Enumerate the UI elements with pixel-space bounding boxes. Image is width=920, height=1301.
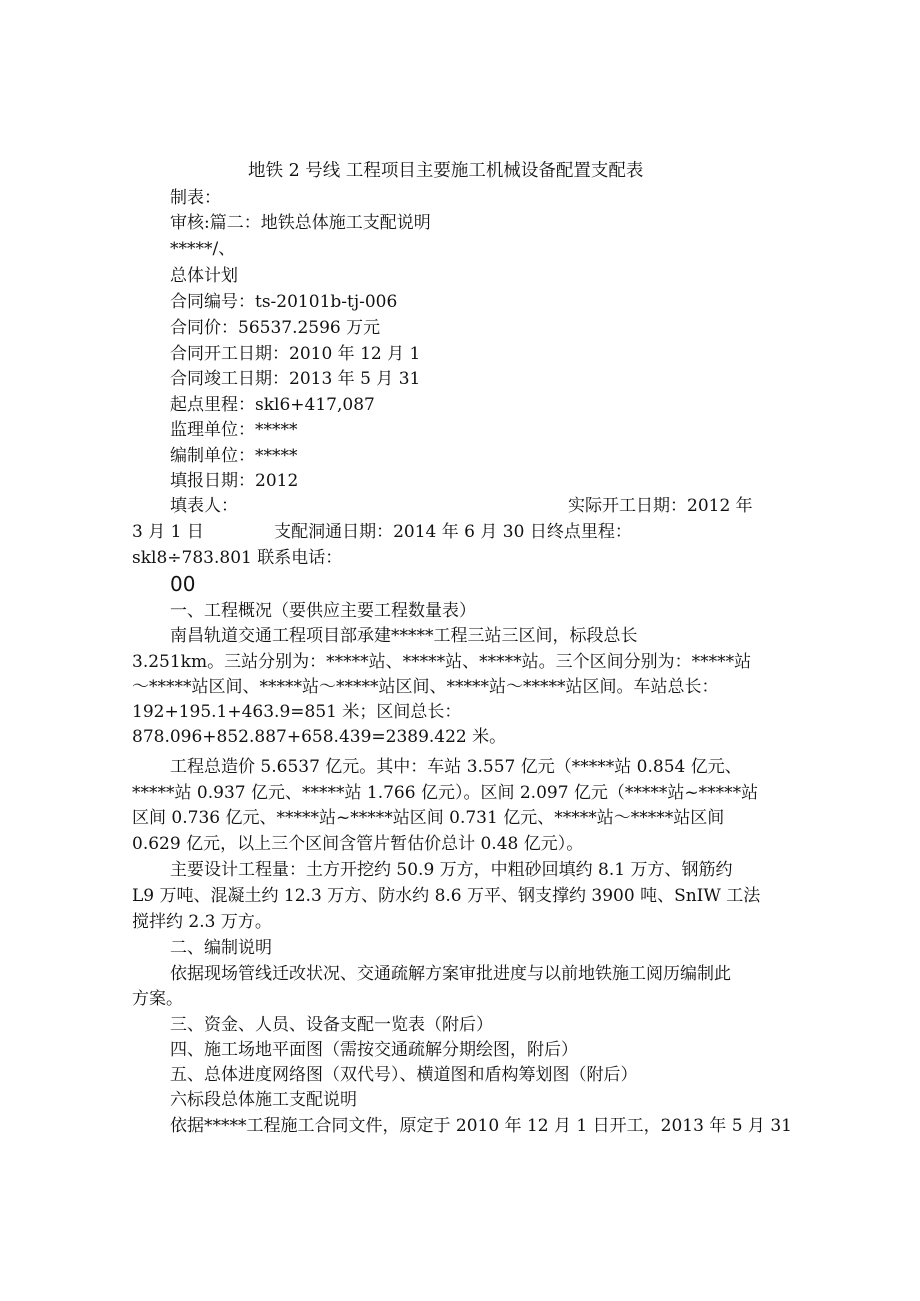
- header-line-supervisor: 监理单位：*****: [170, 420, 298, 440]
- header-line-compiler: 编制单位：*****: [170, 446, 298, 466]
- header-line-contract-number: 合同编号：ts-20101b-tj-006: [170, 292, 398, 312]
- header-line-contract-price: 合同价：56537.2596 万元: [170, 318, 381, 338]
- header-line-start-mileage: 起点里程：skl6+417,087: [170, 395, 375, 415]
- filler-line-3: skl8÷783.801 联系电话：: [132, 548, 343, 568]
- cost-line-3: 区间 0.736 亿元、*****站~*****站区间 0.731 亿元、*****站～*****站区间: [132, 808, 725, 828]
- compile-line-1: 依据现场管线迁改状况、交通疏解方案审批进度与以前地铁施工阅历编制此: [170, 964, 731, 984]
- overview-line-2: 3.251km。三站分别为：*****站、*****站、*****站。三个区间分别为：*****站: [132, 652, 752, 672]
- header-line-start-date: 合同开工日期：2010 年 12 月 1: [170, 344, 421, 364]
- header-line-report-date: 填报日期：2012: [170, 471, 299, 491]
- section-2-heading: 二、编制说明: [170, 938, 272, 958]
- section-4-heading: 四、施工场地平面图（需按交通疏解分期绘图，附后）: [170, 1040, 578, 1060]
- overview-line-4: 192+195.1+463.9=851 米；区间总长：: [132, 702, 462, 722]
- header-line-stars: *****/、: [170, 239, 236, 259]
- quantity-line-1: 主要设计工程量：土方开挖约 50.9 万方，中粗砂回填约 8.1 万方、钢筋约: [170, 860, 733, 880]
- overview-line-3: ～*****站区间、*****站～*****站区间、*****站～*****站区间。车站总长：: [132, 677, 719, 697]
- header-line-completion-date: 合同竣工日期：2013 年 5 月 31: [170, 369, 421, 389]
- cost-line-4: 0.629 亿元，以上三个区间含管片暂估价总计 0.48 亿元）。: [132, 834, 584, 854]
- header-line-reviewer: 审核:篇二：地铁总体施工支配说明: [170, 213, 431, 233]
- section-6-heading: 六标段总体施工支配说明: [170, 1090, 357, 1110]
- quantity-line-2: L9 万吨、混凝土约 12.3 万方、防水约 8.6 万平、钢支撑约 3900 吨、SnIW 工法: [132, 886, 761, 906]
- actual-start-date: 实际开工日期：2012 年: [568, 496, 753, 516]
- header-line-overall-plan: 总体计划: [170, 266, 238, 286]
- cost-line-1: 工程总造价 5.6537 亿元。其中：车站 3.557 亿元（*****站 0.854 亿元、: [170, 757, 742, 777]
- final-line: 依据*****工程施工合同文件，原定于 2010 年 12 月 1 日开工，2013 年 5 月 31: [170, 1116, 792, 1136]
- page-title: 地铁 2 号线 工程项目主要施工机械设备配置支配表: [248, 161, 644, 181]
- section-3-heading: 三、资金、人员、设备支配一览表（附后）: [170, 1015, 493, 1035]
- cost-line-2: *****站 0.937 亿元、*****站 1.766 亿元）。区间 2.097 亿元（*****站~*****站: [132, 783, 759, 803]
- compile-line-2: 方案。: [132, 989, 183, 1009]
- quantity-line-3: 搅拌约 2.3 万方。: [132, 912, 272, 932]
- section-5-heading: 五、总体进度网络图（双代号）、横道图和盾构筹划图（附后）: [170, 1065, 638, 1085]
- section-1-heading: 一、工程概况（要供应主要工程数量表）: [170, 601, 476, 621]
- header-line-preparer: 制表：: [170, 188, 221, 208]
- filler-line-2: 3 月 1 日 支配洞通日期：2014 年 6 月 30 日终点里程：: [132, 522, 632, 542]
- overview-line-5: 878.096+852.887+658.439=2389.422 米。: [132, 727, 507, 747]
- filler-label: 填表人：: [170, 496, 238, 516]
- zero-mark: 00: [170, 572, 196, 596]
- overview-line-1: 南昌轨道交通工程项目部承建*****工程三站三区间，标段总长: [170, 626, 638, 646]
